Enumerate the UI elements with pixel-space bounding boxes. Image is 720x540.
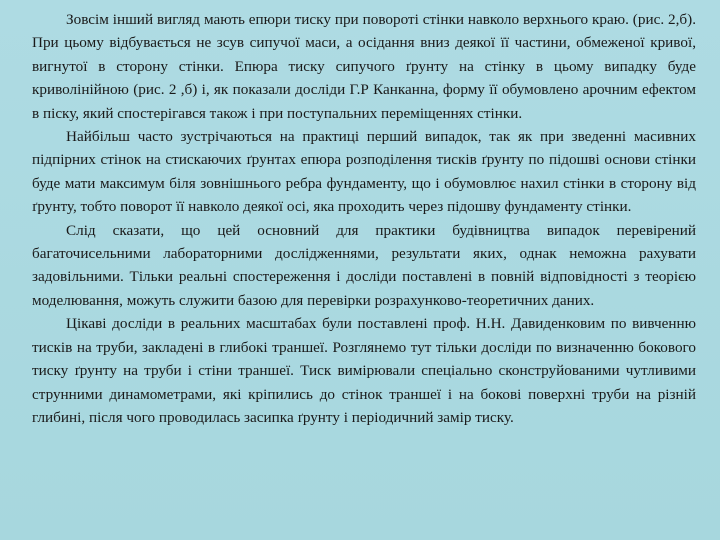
paragraph-1: Зовсім інший вигляд мають епюри тиску при повороті стінки навколо верхнього краю. (рис. 2,б). При цьому відбувається не зсув сипучої маси, а осідання вниз деякої її частини, обмеженої кривої, вигнутої в сторону стінки. Епюра тиску сипучого ґрунту на стінку в цьому випадку буде криволінійною (рис. 2 ,б) і, як показали досліди Г.Р Канканна, форму її обумовлено арочним ефектом в піску, який спостерігався також і при поступальних переміщеннях стінки. [32, 11, 696, 122]
paragraph-4: Цікаві досліди в реальних масштабах були поставлені проф. Н.Н. Давиденковим по вивченню тисків на труби, закладені в глибокі траншеї. Розглянемо тут тільки досліди по визначенню бокового тиску ґрунту на труби і стіни траншеї. Тиск вимірювали спеціально сконструйованими чутливими струнними динамометрами, які кріпились до стінок траншеї і на бокові поверхні труби на різній глибині, після чого проводилась засипка ґрунту і періодичний замір тиску. [32, 315, 696, 426]
paragraph-3: Слід сказати, що цей основний для практики будівництва випадок перевірений багаточисельними лабораторними дослідженнями, результати яких, однак неможна рахувати задовільними. Тільки реальні спостереження і досліди поставлені в повній відповідності з теорією моделювання, можуть служити базою для перевірки розрахунково-теоретичних даних. [32, 221, 696, 309]
paragraph-2: Найбільш часто зустрічаються на практиці перший випадок, так як при зведенні масивних підпірних стінок на стискаючих ґрунтах епюра розподілення тисків ґрунту по підошві основи стінки буде мати максимум біля зовнішнього ребра фундаменту, що і обумовлює нахил стінки в сторону від ґрунту, тобто поворот її навколо деякої осі, яка проходить через підошву фундаменту стінки. [32, 128, 696, 216]
text-block [32, 8, 696, 429]
